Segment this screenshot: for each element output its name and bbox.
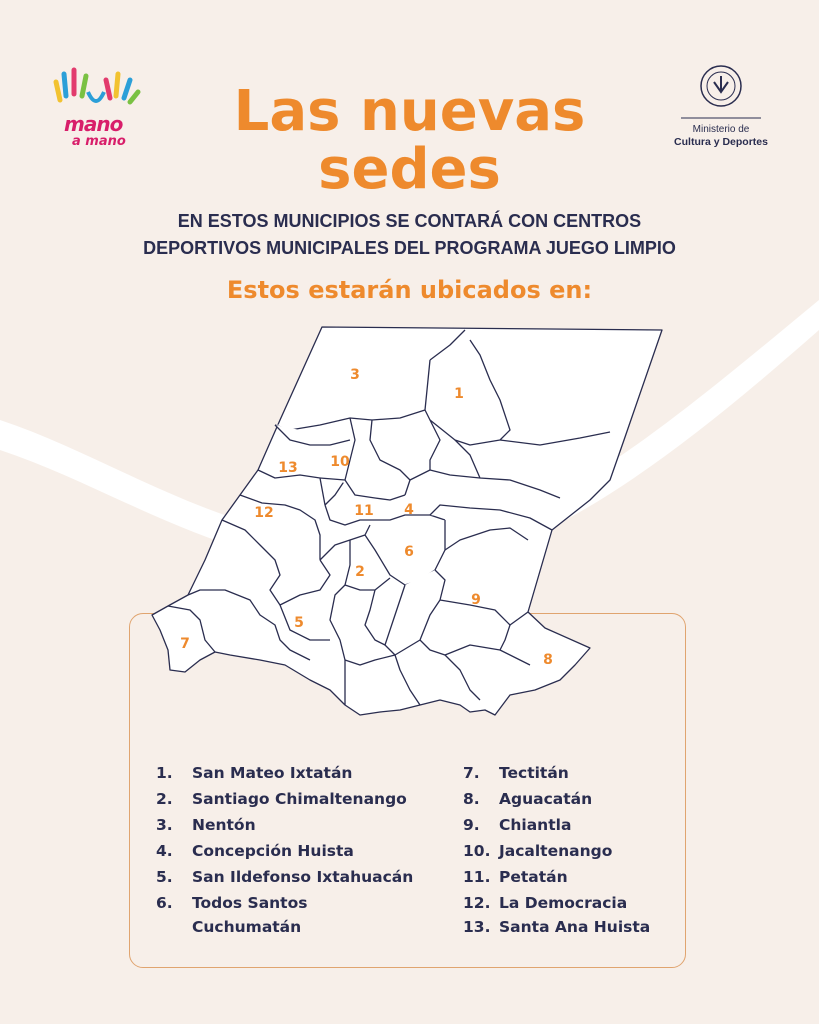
map-label-3: 3	[350, 367, 360, 383]
department-outline	[152, 327, 662, 715]
map-label-12: 12	[254, 505, 274, 521]
list-item-name: Aguacatán	[499, 790, 593, 808]
map-label-13: 13	[278, 460, 298, 476]
list-item-name: Jacaltenango	[499, 842, 613, 860]
subtitle-line2: DEPORTIVOS MUNICIPALES DEL PROGRAMA JUEGO LIMPIO	[143, 238, 676, 258]
page-title-line1: Las nuevas	[233, 79, 586, 144]
logo-text-a-mano: a mano	[72, 134, 126, 149]
list-item-name: Santiago Chimaltenango	[192, 790, 407, 808]
list-item-number: 8.	[463, 790, 480, 808]
list-item-name: Tectitán	[499, 764, 569, 782]
list-item-name: Santa Ana Huista	[499, 918, 651, 936]
map-label-4: 4	[404, 502, 414, 518]
list-item-number: 6.	[156, 894, 173, 912]
list-item-name: La Democracia	[499, 894, 628, 912]
list-item-number: 9.	[463, 816, 480, 834]
map-label-9: 9	[471, 592, 481, 608]
ministerio-line1: Ministerio de	[692, 124, 750, 135]
map-label-10: 10	[330, 454, 350, 470]
list-item-number: 10.	[463, 842, 491, 860]
ministerio-line2: Cultura y Deportes	[674, 136, 768, 148]
list-item-number: 3.	[156, 816, 173, 834]
list-item-name: San Ildefonso Ixtahuacán	[192, 868, 414, 886]
map-label-6: 6	[404, 544, 414, 560]
map-label-7: 7	[180, 636, 190, 652]
map-label-2: 2	[355, 564, 365, 580]
list-item-number: 13.	[463, 918, 491, 936]
logo-text-mano: mano	[64, 112, 123, 136]
page-title-line2: sedes	[318, 137, 501, 202]
list-item-number: 2.	[156, 790, 173, 808]
map-label-8: 8	[543, 652, 553, 668]
list-item-number: 11.	[463, 868, 491, 886]
list-item-number: 1.	[156, 764, 173, 782]
list-item-name: Cuchumatán	[192, 918, 302, 936]
list-item-name: Chiantla	[499, 816, 572, 834]
list-item-number: 7.	[463, 764, 480, 782]
list-item-number: 12.	[463, 894, 491, 912]
intro-text: Estos estarán ubicados en:	[226, 276, 593, 304]
list-item-name: Concepción Huista	[192, 842, 354, 860]
subtitle-line1: EN ESTOS MUNICIPIOS SE CONTARÁ CON CENTROS	[177, 211, 642, 231]
list-item-number: 4.	[156, 842, 173, 860]
list-item-name: San Mateo Ixtatán	[192, 764, 353, 782]
map-label-1: 1	[454, 386, 464, 402]
list-item-name: Todos Santos	[192, 894, 308, 912]
map-label-5: 5	[294, 615, 304, 631]
map-label-11: 11	[354, 503, 374, 519]
list-item-name: Petatán	[499, 868, 568, 886]
list-item-name: Nentón	[192, 816, 256, 834]
list-item-number: 5.	[156, 868, 173, 886]
